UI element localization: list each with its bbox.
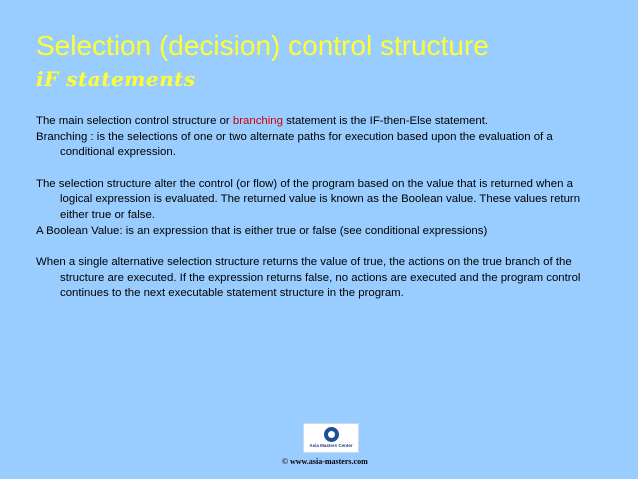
- paragraph-branching: Branching : is the selections of one or two alternate paths for execution based upon the evaluation of a conditional expression.: [36, 130, 553, 159]
- paragraph-text: statement is the IF-then-Else statement.: [282, 115, 489, 127]
- paragraph-single-alternative: When a single alternative selection structure returns the value of true, the actions on the true branch of the structure are executed. If the expression returns false, no actions are executed and the program control continues to the next executable statement structure in the program.: [36, 256, 581, 300]
- slide-title: Selection (decision) control structure: [36, 30, 489, 61]
- paragraph-text: The main selection control structure or: [36, 115, 233, 127]
- slide-body: [36, 114, 608, 302]
- paragraph-main-structure: [36, 114, 608, 130]
- slide-subtitle: iF statements: [36, 67, 196, 91]
- logo-text: Asia Masters Center: [309, 443, 353, 448]
- asia-masters-logo: [303, 423, 359, 453]
- highlight-branching: branching: [232, 115, 283, 127]
- spacer: [36, 239, 608, 255]
- logo-emblem-icon: [324, 427, 339, 442]
- footer-copyright: © www.asia-masters.com: [282, 457, 368, 466]
- spacer: [36, 161, 608, 177]
- paragraph-boolean-value: A Boolean Value: is an expression that is either true or false (see conditional expressions): [36, 224, 488, 237]
- paragraph-selection-structure: The selection structure alter the control (or flow) of the program based on the value that is returned when a logical expression is evaluated. The returned value is known as the Boolean value. These values return either true or false.: [36, 177, 581, 221]
